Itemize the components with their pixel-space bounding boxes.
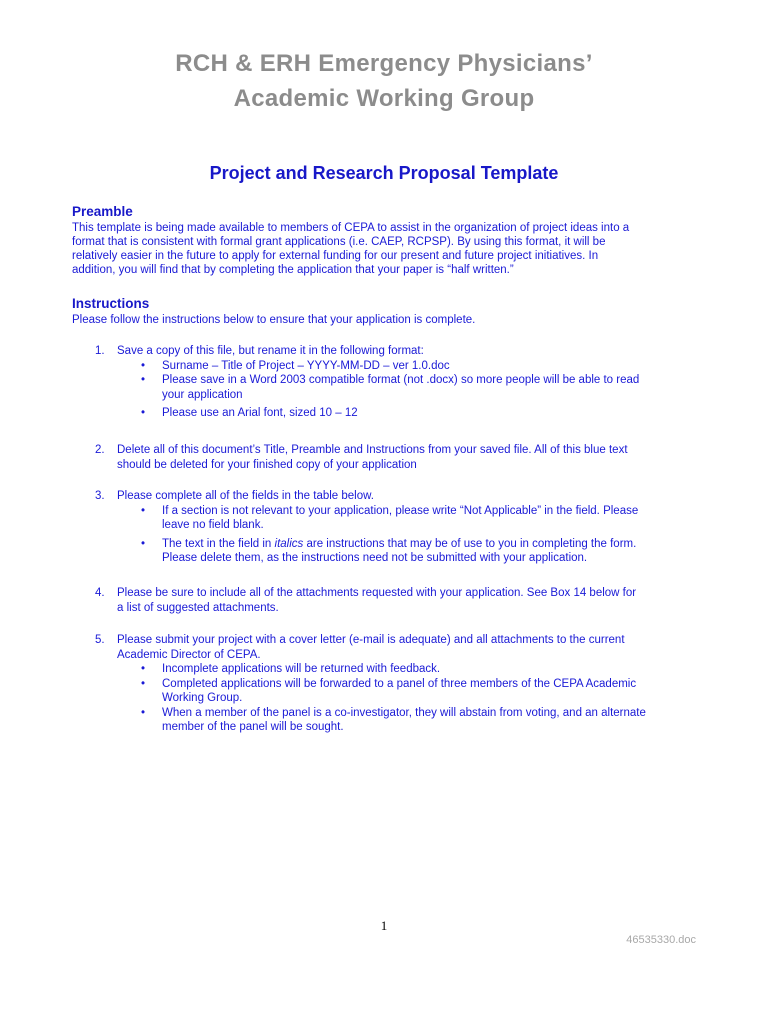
bullet-text: your application xyxy=(162,388,243,401)
item-number: 3. xyxy=(95,490,105,502)
bullet-text: Working Group. xyxy=(162,692,243,704)
instruction-item-1 xyxy=(72,344,702,421)
bullet-text: Completed applications will be forwarded to a panel of three members of the CEPA Academic xyxy=(162,677,637,690)
bullet-text: Surname – Title of Project – YYYY-MM-DD – ver 1.0.doc xyxy=(162,359,450,372)
item-text-line: Please be sure to include all of the attachments requested with your application. See Box 14 below for xyxy=(117,587,637,599)
bullet-item xyxy=(117,504,702,533)
item-text-line: Delete all of this document’s Title, Preamble and Instructions from your saved file. All of this blue text xyxy=(117,444,628,456)
bullet-icon: • xyxy=(141,706,146,719)
item-text-line: should be deleted for your finished copy of your application xyxy=(117,458,417,471)
bullet-icon: • xyxy=(141,374,146,386)
preamble-line: format that is consistent with formal grant applications (i.e. CAEP, RCPSP). By using this format, it will be xyxy=(72,236,606,248)
item-text-line: Academic Director of CEPA. xyxy=(117,648,261,661)
item-text-line: a list of suggested attachments. xyxy=(117,601,279,614)
group-title-line1: RCH & ERH Emergency Physicians’ xyxy=(175,50,593,77)
bullet-item xyxy=(117,537,702,566)
bullet-text: leave no field blank. xyxy=(162,519,264,531)
item-number: 4. xyxy=(95,587,105,599)
bullet-item xyxy=(117,662,702,677)
bullet-text: If a section is not relevant to your application, please write “Not Applicable” in the field. Please xyxy=(162,504,639,517)
instructions-intro: Please follow the instructions below to ensure that your application is complete. xyxy=(72,314,476,326)
bullet-list xyxy=(117,662,702,735)
item-text xyxy=(117,633,702,662)
preamble-line: This template is being made available to members of CEPA to assist in the organization of project ideas into a xyxy=(72,222,630,234)
item-text: Save a copy of this file, but rename it in the following format: xyxy=(117,345,424,357)
item-text: Please complete all of the fields in the table below. xyxy=(117,490,374,502)
instruction-item-2 xyxy=(72,443,702,472)
bullet-item xyxy=(117,706,702,735)
bullet-icon: • xyxy=(141,407,146,419)
bullet-item xyxy=(117,677,702,706)
item-number: 2. xyxy=(95,444,105,456)
item-text xyxy=(117,586,702,615)
bullet-item xyxy=(117,359,702,374)
bullet-text: are instructions that may be of use to you in completing the form. xyxy=(303,537,637,550)
instruction-item-5 xyxy=(72,633,702,735)
bullet-list xyxy=(117,359,702,421)
preamble-line: addition, you will find that by completing the application that your paper is “half written.” xyxy=(72,264,514,276)
bullet-icon: • xyxy=(141,537,146,550)
item-number: 5. xyxy=(95,634,105,646)
instructions-heading: Instructions xyxy=(72,296,150,311)
instruction-item-4 xyxy=(72,586,702,615)
bullet-text: When a member of the panel is a co-investigator, they will abstain from voting, and an alternate xyxy=(162,706,646,719)
bullet-text: Please save in a Word 2003 compatible format (not .docx) so more people will be able to read xyxy=(162,374,640,386)
bullet-item xyxy=(117,373,702,402)
item-text xyxy=(117,443,702,472)
bullet-text: member of the panel will be sought. xyxy=(162,721,344,733)
group-title-line2: Academic Working Group xyxy=(233,85,535,112)
preamble-heading: Preamble xyxy=(72,204,133,219)
bullet-icon: • xyxy=(141,504,146,517)
instruction-item-3 xyxy=(72,489,702,566)
bullet-icon: • xyxy=(141,359,146,372)
bullet-text: Please use an Arial font, sized 10 – 12 xyxy=(162,407,358,419)
page-number: 1 xyxy=(380,918,388,933)
item-number: 1. xyxy=(95,345,105,357)
document-title: Project and Research Proposal Template xyxy=(209,163,559,183)
bullet-icon: • xyxy=(141,677,146,690)
bullet-text: The text in the field in xyxy=(162,537,275,550)
bullet-item xyxy=(117,406,702,421)
bullet-icon: • xyxy=(141,663,146,675)
bullet-list xyxy=(117,504,702,566)
preamble-text xyxy=(72,221,697,277)
bullet-text: Please delete them, as the instructions need not be submitted with your application. xyxy=(162,552,588,564)
file-name-footer: 46535330.doc xyxy=(626,934,696,946)
bullet-text-italic: italics xyxy=(274,537,304,550)
item-text-line: Please submit your project with a cover letter (e-mail is adequate) and all attachments to the current xyxy=(117,634,625,646)
preamble-line: relatively easier in the future to apply for external funding for our present and future project initiatives. In xyxy=(72,250,599,262)
bullet-text: Incomplete applications will be returned with feedback. xyxy=(162,663,441,675)
